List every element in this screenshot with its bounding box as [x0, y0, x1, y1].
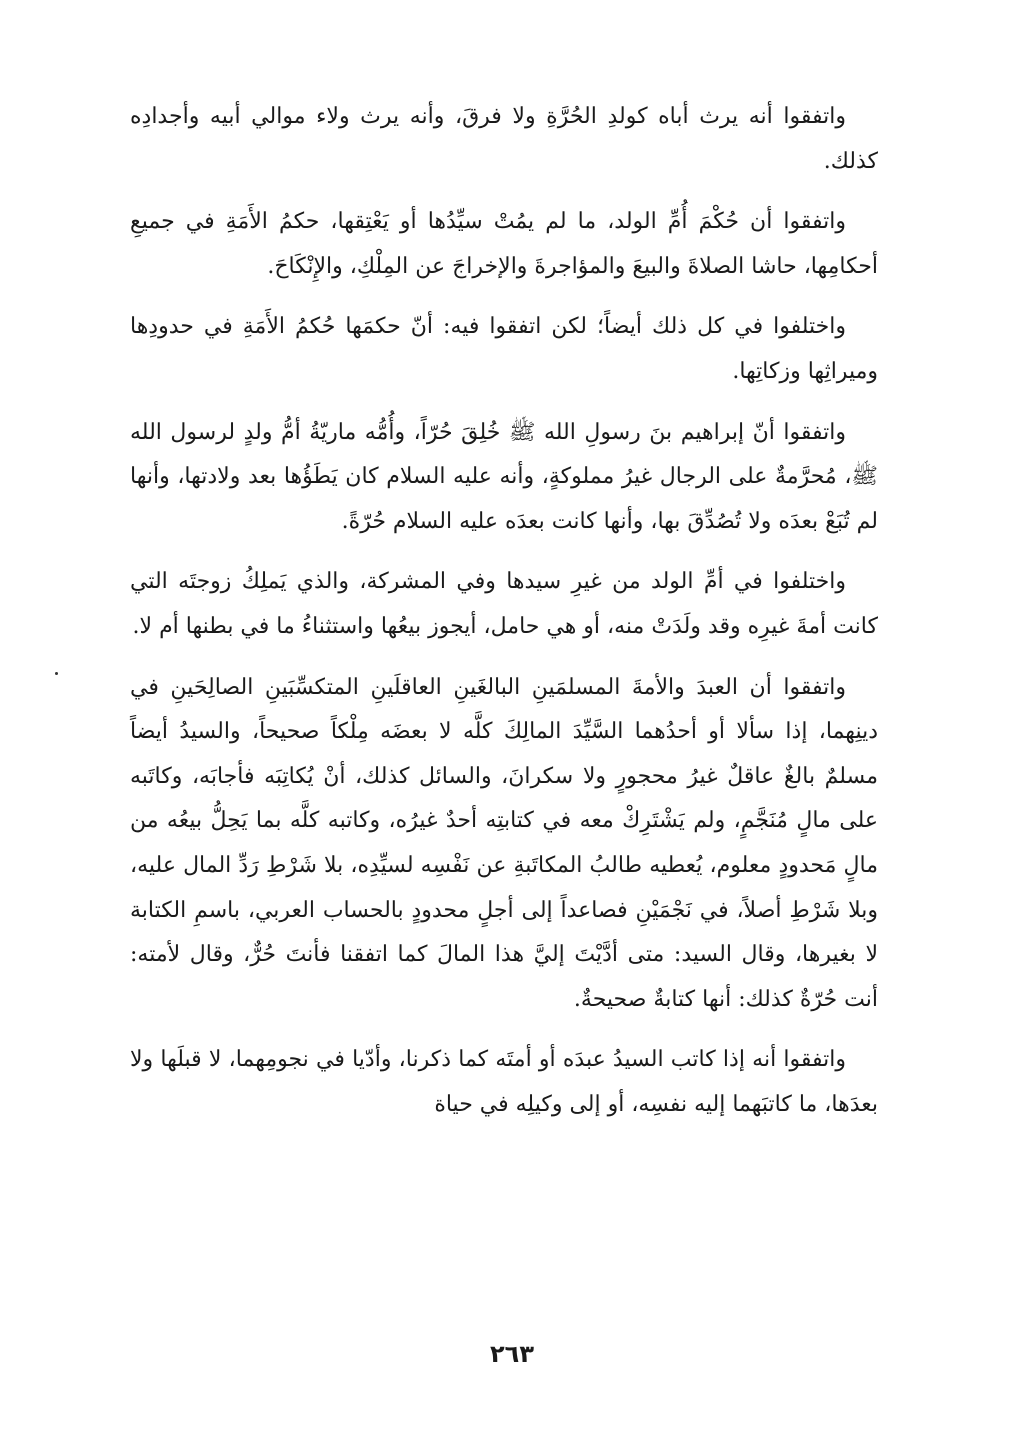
page-number: ٢٦٣: [490, 1340, 534, 1368]
paragraph-5: واختلفوا في أمِّ الولد من غيرِ سيدها وفي المشركة، والذي يَملِكُ زوجتَه التي كانت أمةَ غيرِه وقد ولَدَتْ منه، أو هي حامل، أيجوز بيعُها واستثناءُ ما في بطنها أم لا.: [130, 569, 878, 639]
paragraph-3: واختلفوا في كل ذلك أيضاً؛ لكن اتفقوا فيه: أنّ حكمَها حُكمُ الأَمَةِ في حدودِها وميراثِها وزكاتِها.: [130, 314, 878, 384]
paragraph-6: واتفقوا أن العبدَ والأمةَ المسلمَينِ البالغَينِ العاقلَينِ المتكسِّبَينِ الصالِحَينِ في دينِهما، إذا سألا أو أحدُهما السَّيِّدَ المالِكَ كلَّه لا بعضَه مِلْكاً صحيحاً، والسيدُ أيضاً مسلمٌ بالغٌ عاقلٌ غيرُ محجورٍ ولا سكرانَ، والسائل كذلك، أنْ يُكاتِبَه فأجابَه، وكاتَبه على مالٍ مُنَجَّمٍ، ولم يَشْتَرِكْ معه في كتابتِه أحدٌ غيرُه، وكاتبه كلَّه بما يَحِلُّ بيعُه من مالٍ مَحدودٍ معلوم، يُعطيه طالبُ المكاتَبةِ عن نَفْسِه لسيِّدِه، بلا شَرْطِ رَدِّ المال عليه، وبلا شَرْطِ أصلاً، في نَجْمَيْنِ فصاعداً إلى أجلٍ محدودٍ بالحساب العربي، باسمِ الكتابة لا بغيرها، وقال السيد: متى أدَّيْتَ إليَّ هذا المالَ كما اتفقنا فأنتَ حُرٌّ، وقال لأمته: أنت حُرّةٌ كذلك: أنها كتابةٌ صحيحةٌ.: [130, 674, 878, 1012]
paragraph-2: واتفقوا أن حُكْمَ أُمِّ الولد، ما لم يمُتْ سيِّدُها أو يَعْتِقها، حكمُ الأَمَةِ في جميعِ أحكامِها، حاشا الصلاةَ والبيعَ والمؤاجرةَ والإخراجَ عن المِلْكِ، والإِنْكَاحَ.: [130, 209, 878, 279]
paragraph-7: واتفقوا أنه إذا كاتب السيدُ عبدَه أو أمتَه كما ذكرنا، وأدّيا في نجومِهما، لا قبلَها ولا بعدَها، ما كاتبَهما إليه نفسِه، أو إلى وكيلِه في حياة: [130, 1047, 878, 1117]
paragraph-4: واتفقوا أنّ إبراهيم بنَ رسولِ الله ﷺ خُلِقَ حُرّاً، وأُمُّه ماريّةُ أمُّ ولدٍ لرسول الله ﷺ، مُحرَّمةٌ على الرجال غيرُ مملوكةٍ، وأنه عليه السلام كان يَطَؤُها بعد ولادتها، وأنها لم تُبَعْ بعدَه ولا تُصُدِّقَ بها، وأنها كانت بعدَه عليه السلام حُرّةً.: [130, 419, 878, 534]
margin-mark: [55, 672, 58, 675]
paragraph-1: واتفقوا أنه يرث أباه كولدِ الحُرَّةِ ولا فرقَ، وأنه يرث ولاء موالي أبيه وأجدادِه كذلك.: [130, 104, 878, 174]
page-body: [130, 95, 878, 1143]
